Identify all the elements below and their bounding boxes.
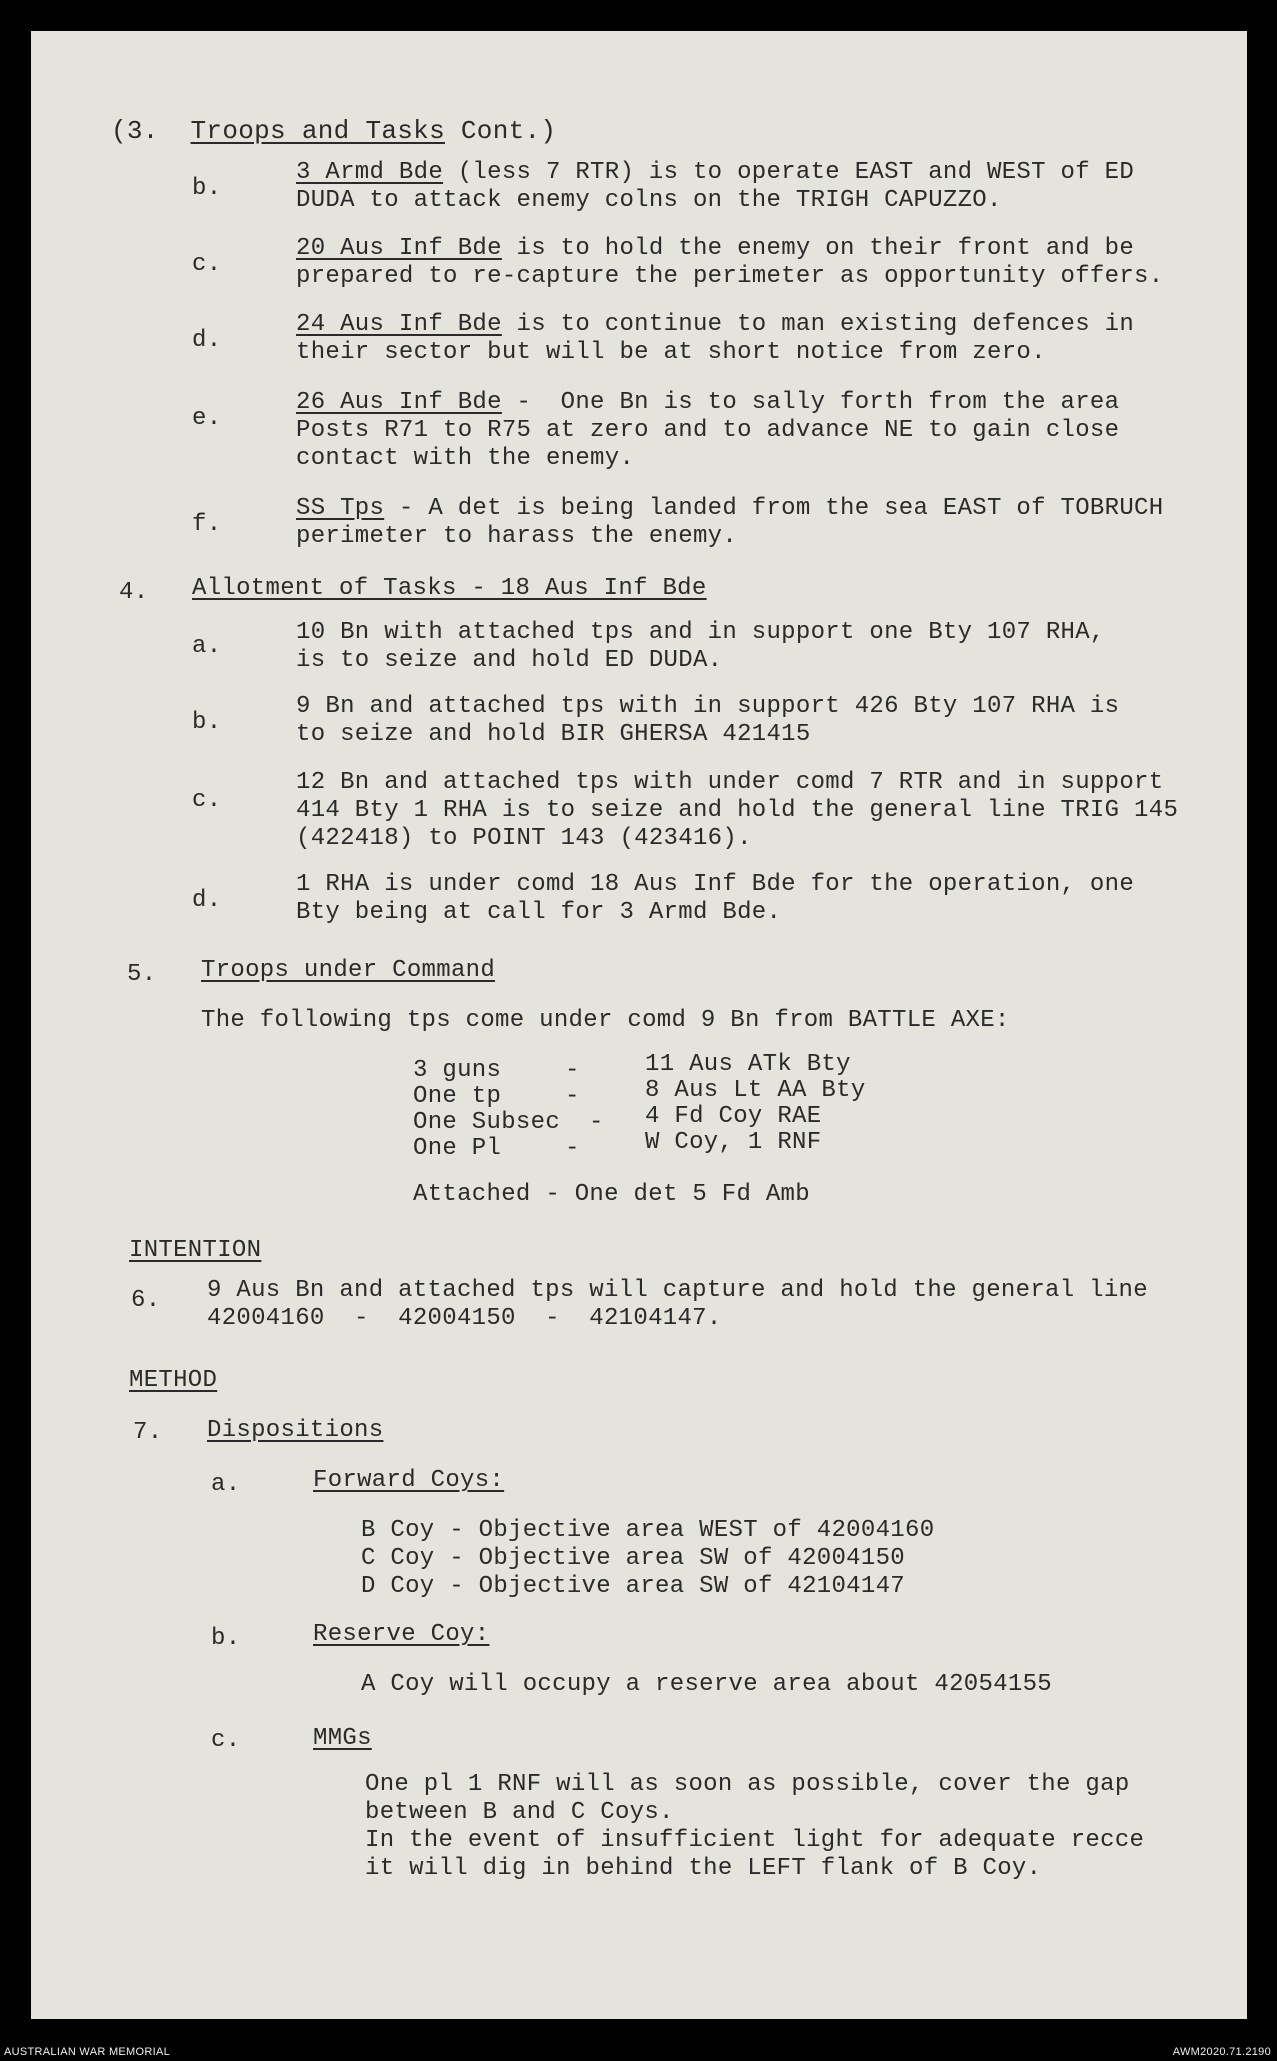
item-letter: e. (192, 405, 222, 432)
section-3-item-f: SS Tps - A det is being landed from the sea EAST of TOBRUCH perimeter to harass the enemy. (296, 495, 1164, 550)
dispositions-heading: Dispositions (207, 1417, 384, 1444)
intention-heading: INTENTION (129, 1237, 262, 1264)
item-letter: a. (211, 1471, 241, 1498)
footer-reference-id: AWM2020.71.2190 (1172, 2046, 1271, 2058)
section-3-item-e: 26 Aus Inf Bde - One Bn is to sally forth from the area Posts R71 to R75 at zero and to advance NE to gain close contact with the enemy. (296, 389, 1120, 472)
troops-dash: - (565, 1135, 580, 1162)
section-4-number: 4. (119, 579, 149, 606)
item-letter: d. (192, 327, 222, 354)
troops-dash: - (565, 1057, 580, 1084)
section-3-item-b: 3 Armd Bde (less 7 RTR) is to operate EAST and WEST of ED DUDA to attack enemy colns on the TRIGH CAPUZZO. (296, 159, 1135, 214)
section-5-heading: Troops under Command (201, 957, 496, 984)
section-5-number: 5. (127, 961, 157, 988)
section-4-item-b: 9 Bn and attached tps with in support 426 Bty 107 RHA is to seize and hold BIR GHERSA 421415 (296, 693, 1120, 748)
troops-dash: - (589, 1109, 604, 1136)
footer-archive-name: AUSTRALIAN WAR MEMORIAL (4, 2046, 171, 2058)
intention-text: 9 Aus Bn and attached tps will capture and hold the general line 42004160 - 42004150 - 42104147. (207, 1277, 1148, 1332)
section-7-number: 7. (133, 1419, 163, 1446)
troops-unit: 8 Aus Lt AA Bty (645, 1077, 866, 1104)
troops-unit: W Coy, 1 RNF (645, 1129, 822, 1156)
item-letter: f. (192, 511, 222, 538)
troops-qty: 3 guns (413, 1057, 502, 1084)
section-4-item-d: 1 RHA is under comd 18 Aus Inf Bde for the operation, one Bty being at call for 3 Armd Bde. (296, 871, 1135, 926)
item-letter: c. (192, 251, 222, 278)
forward-coys-list: B Coy - Objective area WEST of 42004160 C Coy - Objective area SW of 42004150 D Coy - Objective area SW of 42104147 (361, 1517, 935, 1600)
forward-coys-heading: Forward Coys: (313, 1467, 505, 1494)
section-4-heading: Allotment of Tasks - 18 Aus Inf Bde (192, 575, 707, 602)
section-4-item-c: 12 Bn and attached tps with under comd 7 RTR and in support 414 Bty 1 RHA is to seize and hold the general line TRIG 145 (422418) to POINT 143 (423416). (296, 769, 1179, 852)
document-page (31, 31, 1247, 2019)
item-letter: c. (211, 1727, 241, 1754)
troops-qty: One Pl (413, 1135, 502, 1162)
item-letter: b. (192, 175, 222, 202)
mmgs-heading: MMGs (313, 1725, 372, 1752)
troops-unit: 11 Aus ATk Bty (645, 1051, 851, 1078)
mmgs-text: One pl 1 RNF will as soon as possible, cover the gap between B and C Coys. In the event of insufficient light for adequate recce it will dig in behind the LEFT flank of B Coy. (365, 1771, 1145, 1882)
item-letter: b. (192, 709, 222, 736)
item-letter: a. (192, 633, 222, 660)
troops-unit: 4 Fd Coy RAE (645, 1103, 822, 1130)
section-4-item-a: 10 Bn with attached tps and in support one Bty 107 RHA, is to seize and hold ED DUDA. (296, 619, 1105, 674)
section-6-number: 6. (131, 1287, 161, 1314)
section-3-item-d: 24 Aus Inf Bde is to continue to man existing defences in their sector but will be at short notice from zero. (296, 311, 1135, 366)
item-letter: d. (192, 887, 222, 914)
section-5-attached: Attached - One det 5 Fd Amb (413, 1181, 810, 1208)
reserve-coy-text: A Coy will occupy a reserve area about 42054155 (361, 1671, 1053, 1698)
method-heading: METHOD (129, 1367, 218, 1394)
troops-qty: One tp (413, 1083, 502, 1110)
reserve-coy-heading: Reserve Coy: (313, 1621, 490, 1648)
section-5-intro: The following tps come under comd 9 Bn from BATTLE AXE: (201, 1007, 1010, 1034)
troops-dash: - (565, 1083, 580, 1110)
section-3-heading: (3. Troops and Tasks Cont.) (111, 116, 557, 146)
troops-qty: One Subsec (413, 1109, 561, 1136)
section-3-item-c: 20 Aus Inf Bde is to hold the enemy on their front and be prepared to re-capture the perimeter as opportunity offers. (296, 235, 1164, 290)
item-letter: b. (211, 1625, 241, 1652)
item-letter: c. (192, 787, 222, 814)
